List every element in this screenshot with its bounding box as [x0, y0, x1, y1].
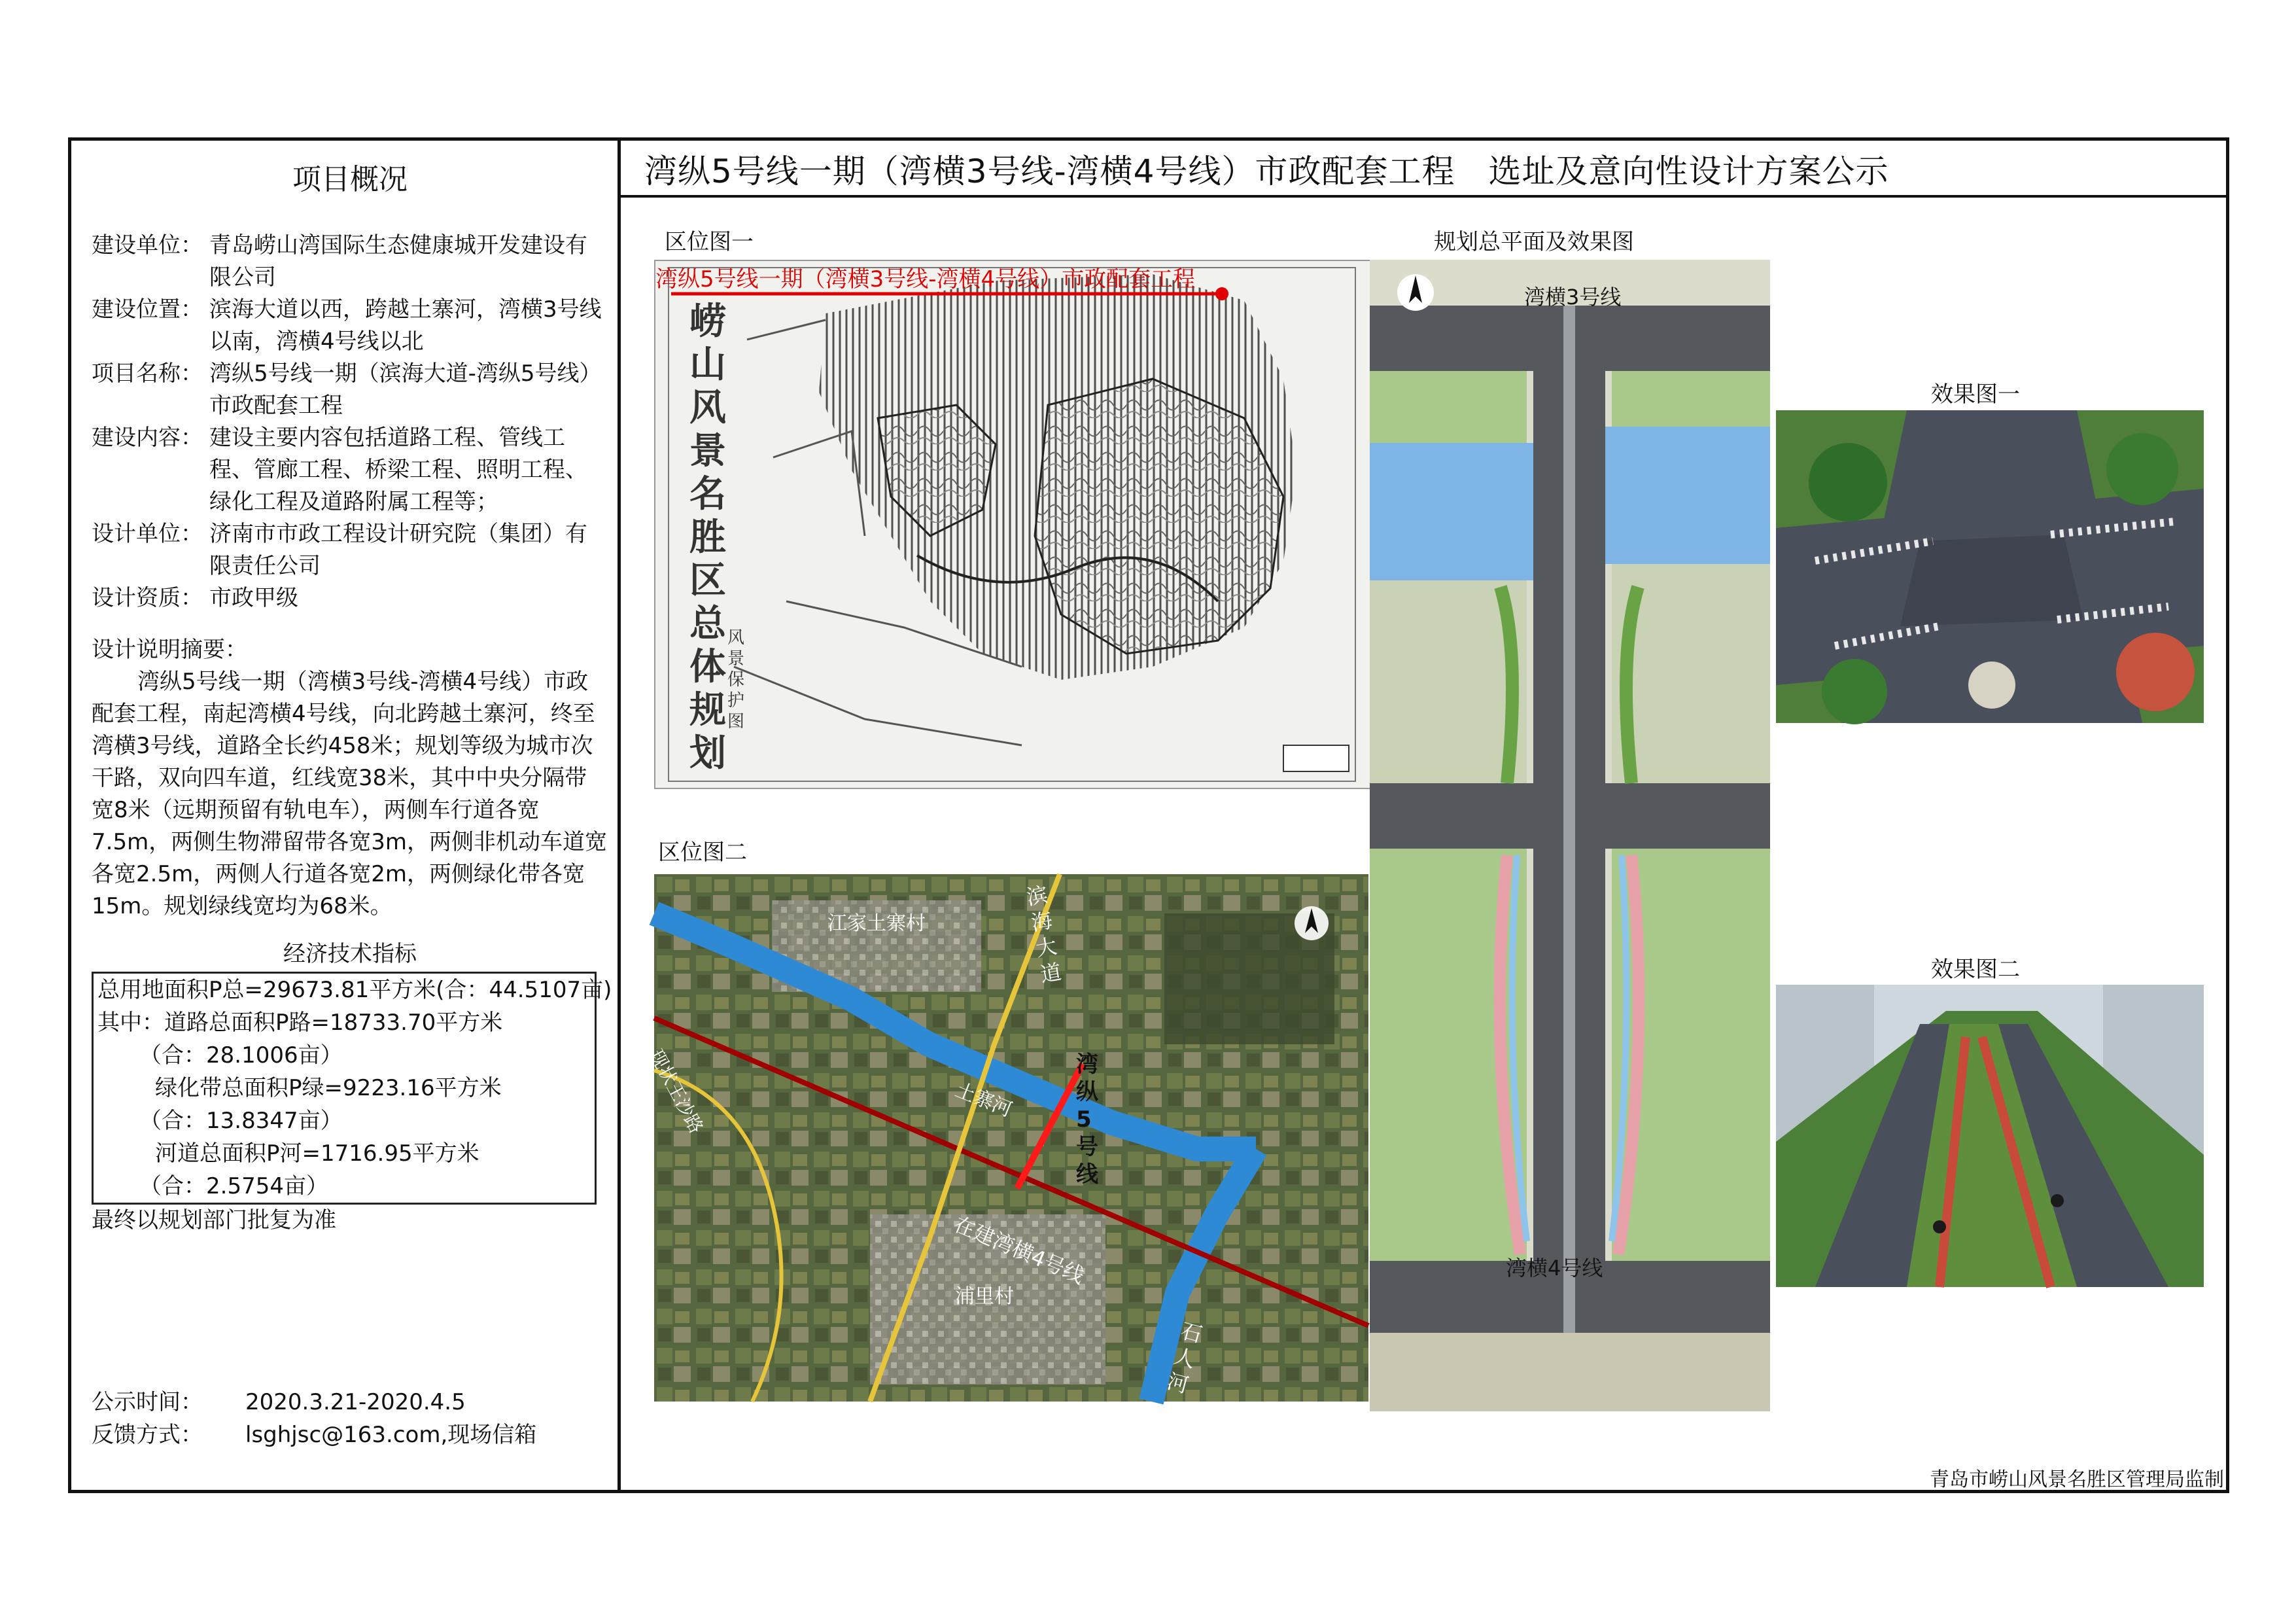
effect2-graphic [1776, 985, 2204, 1287]
map2-label-binhai: 滨海大道 [1024, 881, 1064, 987]
location-map-1 [654, 260, 1371, 789]
map2-label-village: 江家土寨村 [827, 912, 926, 935]
map2-graphic [654, 874, 1368, 1402]
caption-map2: 区位图二 [658, 839, 747, 866]
map1-vertical-title: 崂山风景名胜区总体规划 [689, 300, 726, 775]
caption-effect1: 效果图一 [1931, 381, 2020, 408]
econ-heading: 经济技术指标 [283, 941, 417, 967]
project-overview [92, 163, 612, 1237]
notice-time-label: 公示时间： [92, 1389, 203, 1415]
plan-label-wanheng4: 湾横4号线 [1506, 1256, 1603, 1280]
effect1-graphic [1776, 410, 2204, 723]
econ-river-mu: （合：2.5754亩） [139, 1173, 328, 1199]
page-title: 湾纵5号线一期（湾横3号线-湾横4号线）市政配套工程 选址及意向性设计方案公示 [644, 152, 1889, 190]
econ-green: 绿化带总面积P绿=9223.16平方米 [155, 1075, 502, 1101]
effect-image-2 [1776, 985, 2204, 1287]
effect-image-1 [1776, 410, 2204, 723]
map1-banner: 湾纵5号线一期（湾横3号线-湾横4号线）市政配套工程 [655, 266, 1196, 292]
notice-block [92, 1386, 536, 1451]
econ-table [92, 972, 612, 1205]
feedback-label: 反馈方式： [92, 1422, 203, 1448]
caption-plan: 规划总平面及效果图 [1434, 229, 1634, 255]
map1-graphic [655, 261, 1370, 788]
caption-effect2: 效果图二 [1931, 957, 2020, 983]
plan-graphic [1370, 260, 1770, 1411]
field-content: 建设内容： 建设主要内容包括道路工程、管线工程、管廊工程、桥梁工程、照明工程、绿化工程及道路附属工程等； [92, 425, 587, 515]
map2-label-wanheng4: 在建湾横4号线 [950, 1211, 1088, 1289]
map2-label-puli: 浦里村 [955, 1285, 1014, 1308]
panel-divider [617, 137, 621, 1493]
econ-road-mu: （合：28.1006亩） [139, 1042, 343, 1068]
location-map-2 [645, 874, 1368, 1402]
site-plan [1370, 260, 1770, 1411]
econ-green-mu: （合：13.8347亩） [139, 1108, 343, 1134]
footer-credit: 青岛市崂山风景名胜区管理局监制 [1930, 1468, 2224, 1491]
field-designer: 设计单位： 济南市市政工程设计研究院（集团）有限责任公司 [92, 521, 587, 579]
map2-label-tuzhai: 土寨河 [952, 1078, 1015, 1122]
field-qualification: 设计资质： 市政甲级 [92, 585, 298, 611]
summary-text: 湾纵5号线一期（湾横3号线-湾横4号线）市政配套工程，南起湾横4号线，向北跨越土寨河，终至湾横3号线，道路全长约458米；规划等级为城市次干路，双向四车道，红线宽38米，其中中央分隔带宽8米（远期预留有轨电车），两侧车行道各宽7.5m，两侧生物滞留带各宽3m，两侧非机动车道宽各宽2.5m，两侧人行道各宽2m，两侧绿化带各宽15m。规划绿线宽均为68米。 [92, 669, 607, 919]
econ-road: 其中：道路总面积P路=18733.70平方米 [97, 1010, 503, 1036]
field-project-name: 项目名称： 湾纵5号线一期（滨海大道-湾纵5号线）市政配套工程 [92, 361, 602, 419]
final-note: 最终以规划部门批复为准 [92, 1207, 336, 1233]
map1-subtitle: 风景保护图 [727, 628, 745, 732]
field-location: 建设位置： 滨海大道以西，跨越土寨河，湾横3号线以南，湾横4号线以北 [92, 296, 602, 355]
plan-label-wanheng3: 湾横3号线 [1524, 285, 1622, 309]
map2-label-xianzhuang: 现状王沙路 [645, 1046, 708, 1137]
econ-river: 河道总面积P河=1716.95平方米 [155, 1140, 479, 1167]
field-builder: 建设单位： 青岛崂山湾国际生态健康城开发建设有限公司 [92, 232, 587, 291]
summary-heading: 设计说明摘要： [92, 637, 247, 663]
feedback-value: lsghjsc@163.com,现场信箱 [245, 1422, 537, 1448]
econ-total: 总用地面积P总=29673.81平方米(合：44.5107亩) [97, 977, 612, 1003]
overview-heading: 项目概况 [292, 163, 408, 196]
caption-map1: 区位图一 [665, 229, 754, 255]
notice-time: 2020.3.21-2020.4.5 [245, 1389, 466, 1415]
title-rule [621, 195, 2229, 198]
map2-label-wanzong: 湾纵5号线 [1076, 1051, 1098, 1188]
map2-label-shiren: 石人河 [1164, 1318, 1205, 1398]
